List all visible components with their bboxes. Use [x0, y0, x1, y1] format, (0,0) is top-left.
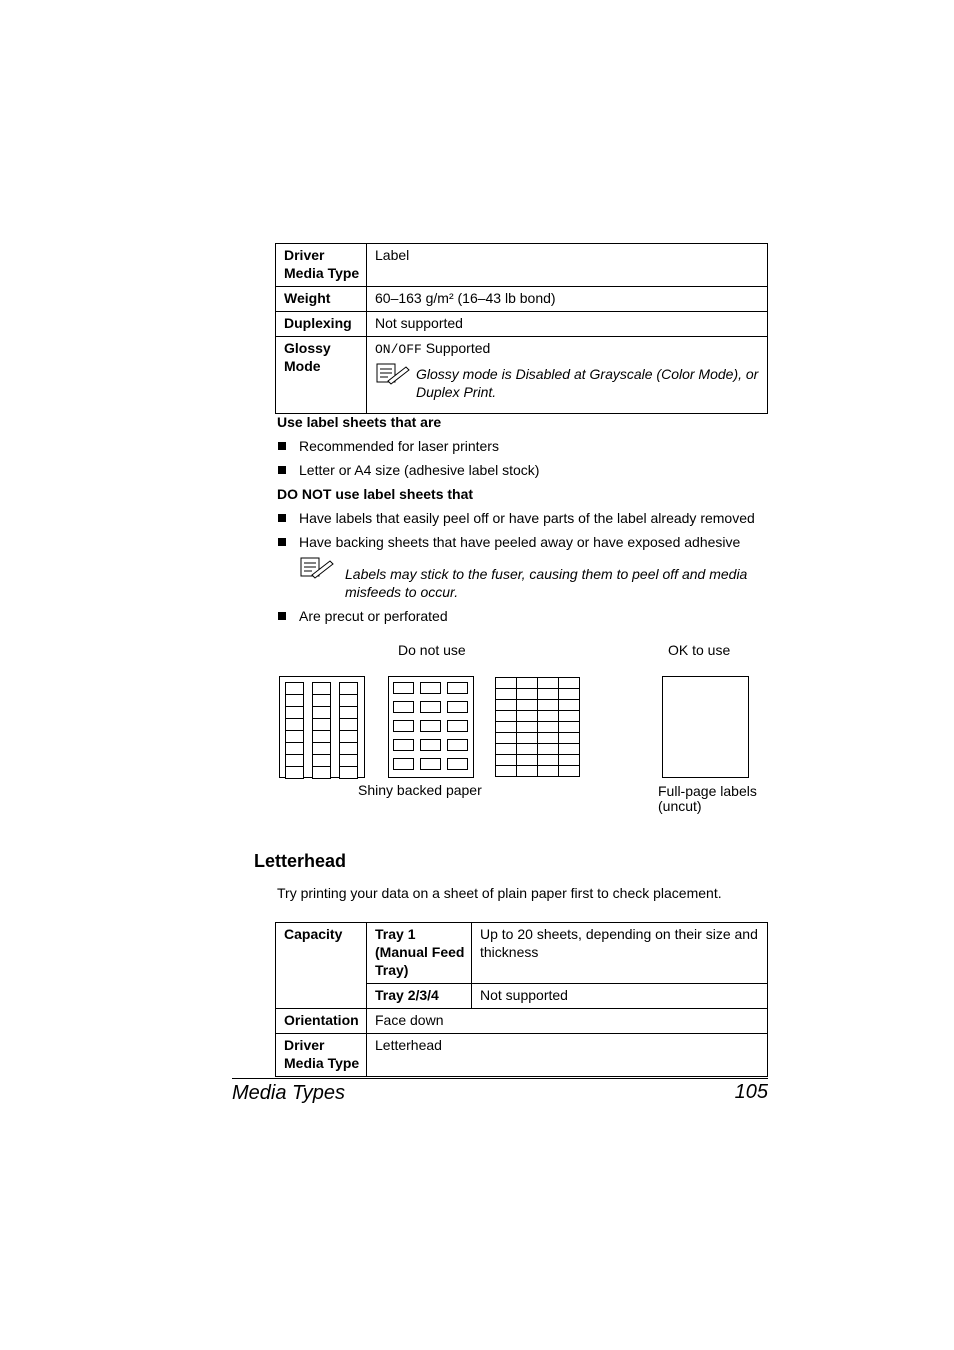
label-cell [558, 765, 580, 777]
label-cell [312, 766, 331, 779]
label-cell [393, 701, 414, 713]
note-icon [300, 557, 334, 579]
table-row [276, 312, 768, 337]
page-number: 105 [734, 1081, 768, 1103]
row-header: Glossy Mode [276, 337, 367, 414]
note-icon [376, 363, 410, 385]
label-sheet-vertical-strips [279, 676, 365, 778]
label-cell [393, 682, 414, 694]
label-cell [420, 739, 441, 751]
footer-rule [232, 1078, 768, 1079]
row-value: 60–163 g/m² (16–43 lb bond) [367, 287, 768, 312]
table-row [276, 287, 768, 312]
label-cell [339, 766, 358, 779]
note-text: Glossy mode is Disabled at Grayscale (Color Mode), or Duplex Print. [416, 366, 759, 400]
list-item [278, 438, 499, 454]
label-cell [447, 682, 468, 694]
list-item-text: Are precut or perforated [299, 608, 448, 624]
donot-heading: DO NOT use label sheets that [277, 486, 474, 502]
fullpage-caption [658, 784, 757, 814]
label-cell [420, 758, 441, 770]
label-cell [447, 739, 468, 751]
bullet-icon [278, 466, 286, 474]
bullet-icon [278, 612, 286, 620]
intro-text: Try printing your data on a sheet of plain paper first to check placement. [277, 885, 722, 901]
label-cell [537, 765, 559, 777]
table-row [276, 1009, 768, 1034]
list-item-text: Have backing sheets that have peeled away or have exposed adhesive [299, 534, 741, 550]
row-header: Capacity [276, 923, 367, 1009]
do-not-use-label: Do not use [398, 642, 466, 658]
label-cell [420, 701, 441, 713]
row-value: Letterhead [367, 1034, 768, 1077]
label-cell [516, 765, 538, 777]
ok-to-use-label: OK to use [668, 642, 731, 658]
label-cell [420, 682, 441, 694]
row-header: Driver Media Type [276, 1034, 367, 1077]
row-value: Face down [367, 1009, 768, 1034]
row-header: Duplexing [276, 312, 367, 337]
label-sheet-grid [495, 677, 581, 778]
sub-header: Tray 1 (Manual Feed Tray) [367, 923, 472, 984]
list-item-text: Recommended for laser printers [299, 438, 499, 454]
label-cell [447, 720, 468, 732]
bullet-icon [278, 538, 286, 546]
row-header: Driver Media Type [276, 244, 367, 287]
list-item [278, 462, 539, 478]
label-cell [420, 720, 441, 732]
row-header: Orientation [276, 1009, 367, 1034]
row-header: Weight [276, 287, 367, 312]
label-cell [393, 758, 414, 770]
shiny-caption: Shiny backed paper [358, 782, 482, 798]
label-cell [285, 766, 304, 779]
label-sheet-rectangles [388, 676, 474, 778]
label-cell [495, 765, 517, 777]
list-item-text: Have labels that easily peel off or have parts of the label already removed [299, 510, 755, 526]
note-block [375, 365, 763, 401]
list-item-text: Letter or A4 size (adhesive label stock) [299, 462, 540, 478]
section-heading: Letterhead [254, 851, 347, 871]
note-text: Labels may stick to the fuser, causing them to peel off and media misfeeds to occur. [345, 566, 748, 600]
sub-header: Tray 2/3/4 [367, 984, 472, 1009]
use-heading: Use label sheets that are [277, 414, 442, 430]
label-cell [393, 739, 414, 751]
bullet-icon [278, 514, 286, 522]
fullpage-caption-line: Full-page labels [658, 783, 757, 799]
list-item [278, 534, 740, 550]
label-cell [447, 758, 468, 770]
list-item [278, 608, 448, 624]
label-spec-table [275, 243, 768, 414]
row-value: Label [367, 244, 768, 287]
row-value: Up to 20 sheets, depending on their size and thickness [472, 923, 768, 984]
table-row [276, 1034, 768, 1077]
label-cell [393, 720, 414, 732]
label-cell [447, 701, 468, 713]
row-value: Not supported [367, 312, 768, 337]
fullpage-caption-line: (uncut) [658, 798, 702, 814]
full-page-label-sheet [662, 676, 749, 778]
footer-section: Media Types [232, 1082, 346, 1104]
mono-value: ON/OFF [375, 342, 422, 357]
bullet-icon [278, 442, 286, 450]
row-value-rest: Supported [421, 340, 491, 356]
note-block [345, 565, 768, 601]
letterhead-spec-table [275, 922, 768, 1077]
table-row [276, 337, 768, 414]
table-row [276, 244, 768, 287]
row-value [367, 337, 768, 414]
table-row [276, 923, 768, 984]
row-value: Not supported [472, 984, 768, 1009]
list-item [278, 510, 755, 526]
